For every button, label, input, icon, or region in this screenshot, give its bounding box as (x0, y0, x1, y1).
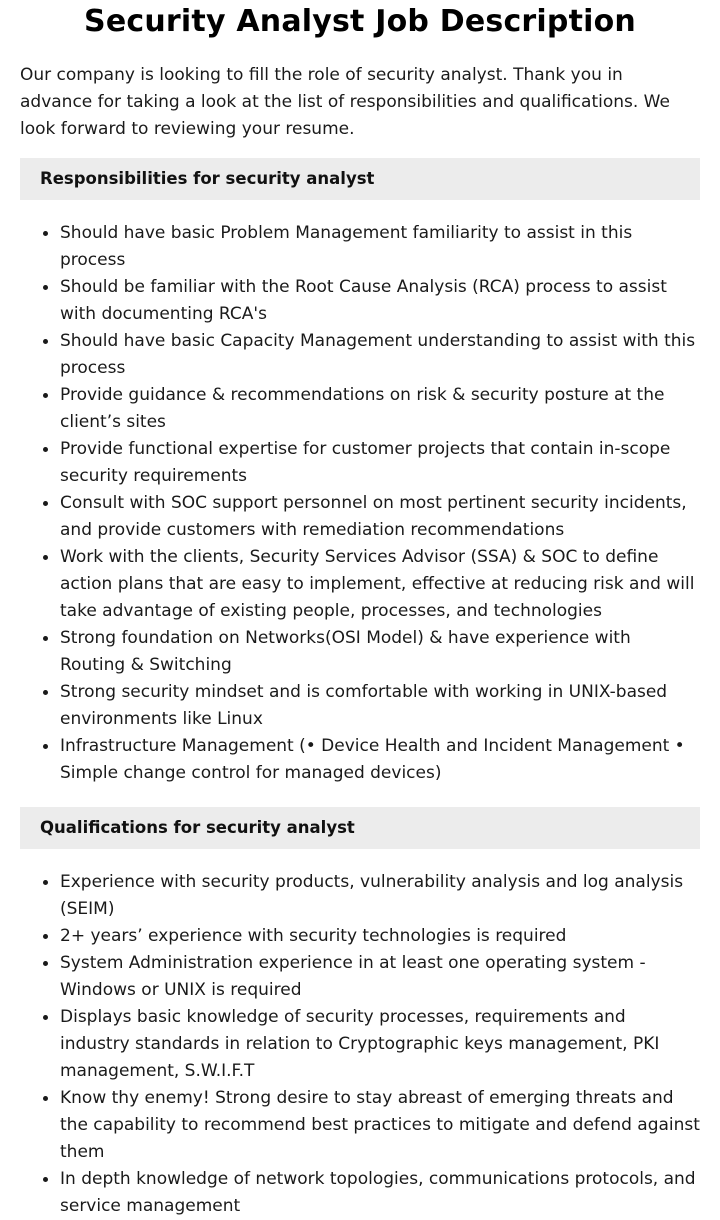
list-item: Infrastructure Management (• Device Health and Incident Management • Simple change control for managed devices) (60, 733, 700, 787)
list-item: Should be familiar with the Root Cause Analysis (RCA) process to assist with documenting RCA's (60, 274, 700, 328)
list-item: Should have basic Capacity Management understanding to assist with this process (60, 328, 700, 382)
list-item: 2+ years’ experience with security technologies is required (60, 923, 700, 950)
list-item: Provide functional expertise for customer projects that contain in-scope security requirements (60, 436, 700, 490)
qualifications-list (20, 869, 700, 1220)
qualifications-heading: Qualifications for security analyst (20, 807, 700, 849)
list-item: Know thy enemy! Strong desire to stay abreast of emerging threats and the capability to recommend best practices to mitigate and defend against them (60, 1085, 700, 1166)
list-item: Strong foundation on Networks(OSI Model) & have experience with Routing & Switching (60, 625, 700, 679)
intro-paragraph: Our company is looking to fill the role of security analyst. Thank you in advance for taking a look at the list of responsibilities and qualifications. We look forward to reviewing your resume. (20, 65, 670, 139)
list-item: Experience with security products, vulnerability analysis and log analysis (SEIM) (60, 869, 700, 923)
list-item: Strong security mindset and is comfortable with working in UNIX-based environments like Linux (60, 679, 700, 733)
responsibilities-heading: Responsibilities for security analyst (20, 158, 700, 200)
list-item: System Administration experience in at least one operating system - Windows or UNIX is required (60, 950, 700, 1004)
list-item: Consult with SOC support personnel on most pertinent security incidents, and provide customers with remediation recommendations (60, 490, 700, 544)
list-item: In depth knowledge of network topologies, communications protocols, and service management (60, 1166, 700, 1220)
list-item: Displays basic knowledge of security processes, requirements and industry standards in relation to Cryptographic keys management, PKI management, S.W.I.F.T (60, 1004, 700, 1085)
page-title: Security Analyst Job Description (84, 4, 636, 39)
list-item: Should have basic Problem Management familiarity to assist in this process (60, 220, 700, 274)
responsibilities-list (20, 220, 700, 787)
list-item: Work with the clients, Security Services Advisor (SSA) & SOC to define action plans that are easy to implement, effective at reducing risk and will take advantage of existing people, processes, and technologies (60, 544, 700, 625)
list-item: Provide guidance & recommendations on risk & security posture at the client’s sites (60, 382, 700, 436)
